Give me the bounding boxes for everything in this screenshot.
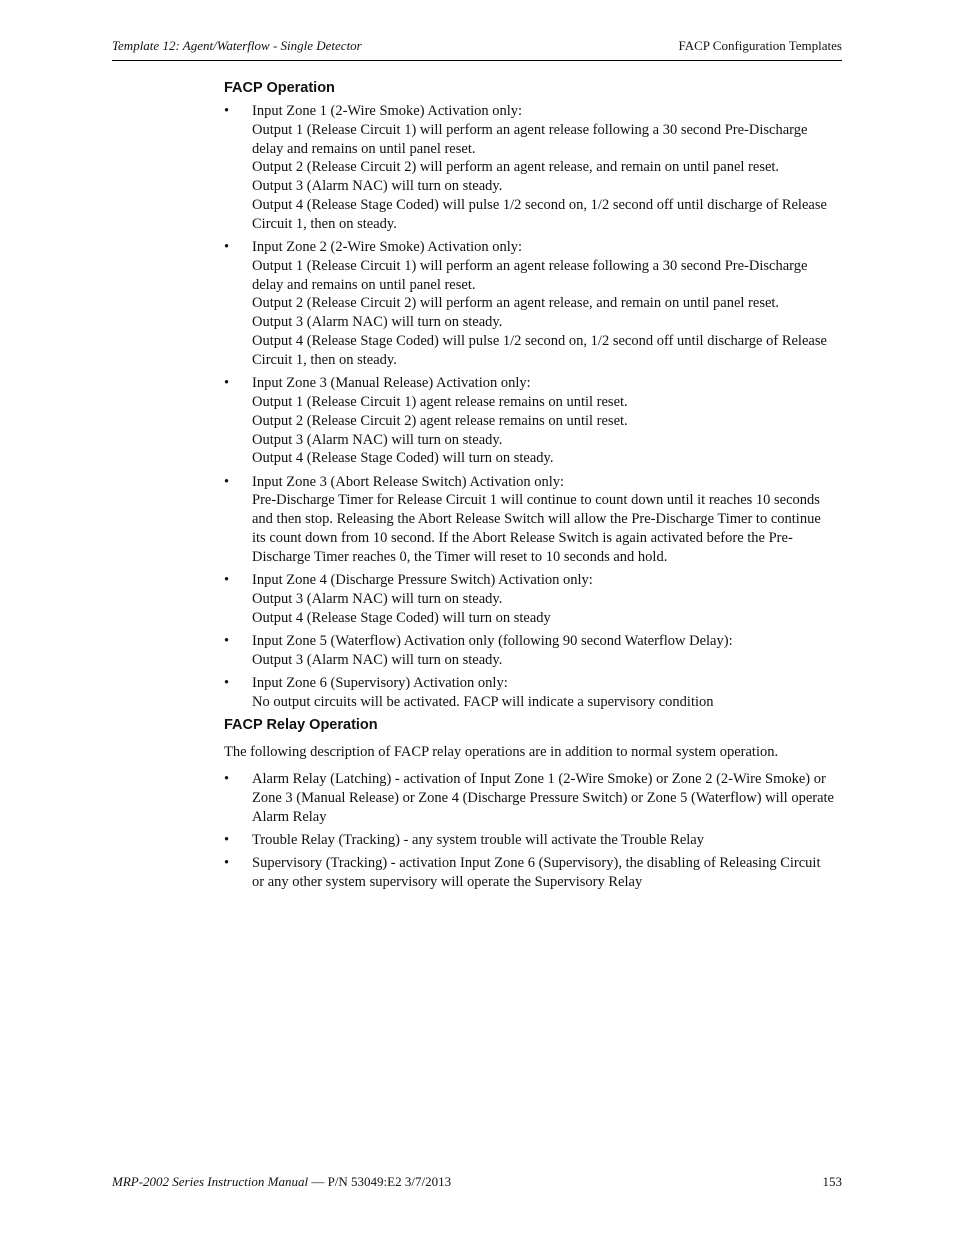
page-footer bbox=[112, 1174, 842, 1194]
operation-list-item bbox=[224, 632, 834, 670]
operation-item-line: No output circuits will be activated. FACP will indicate a supervisory condition bbox=[252, 693, 714, 710]
operation-list-item bbox=[224, 674, 834, 712]
relay-intro-paragraph: The following description of FACP relay operations are in addition to normal system operation. bbox=[224, 744, 779, 761]
operation-list-item bbox=[224, 102, 834, 234]
operation-item-line: Output 2 (Release Circuit 2) will perform an agent release, and remain on until panel reset. bbox=[252, 295, 780, 312]
bullet-icon: • bbox=[224, 239, 230, 256]
operation-list-item bbox=[224, 238, 834, 370]
header-template-title: Template 12: Agent/Waterflow - Single Detector bbox=[112, 38, 362, 53]
bullet-icon: • bbox=[224, 771, 230, 787]
operation-item-title: Input Zone 6 (Supervisory) Activation only: bbox=[252, 675, 508, 692]
page-number: 153 bbox=[822, 1174, 842, 1189]
operation-item-line: Output 4 (Release Stage Coded) will pulse 1/2 second on, 1/2 second off until discharge of Release Circuit 1, then on steady. bbox=[252, 333, 827, 368]
bullet-icon: • bbox=[224, 831, 230, 848]
relay-item-text: Alarm Relay (Latching) - activation of Input Zone 1 (2-Wire Smoke) or Zone 2 (2-Wire Smoke) or Zone 3 (Manual Release) or Zone 4 (Discharge Pressure Switch) or Zone 5 (Waterflow) will operate Alarm Relay bbox=[252, 771, 834, 825]
page-content bbox=[224, 79, 834, 896]
operation-item-title: Input Zone 2 (2-Wire Smoke) Activation only: bbox=[252, 239, 523, 256]
relay-item-text: Supervisory (Tracking) - activation Input Zone 6 (Supervisory), the disabling of Releasing Circuit or any other system supervisory will operate the Supervisory Relay bbox=[252, 855, 821, 890]
relay-item-text: Trouble Relay (Tracking) - any system trouble will activate the Trouble Relay bbox=[252, 831, 704, 848]
bullet-icon: • bbox=[224, 375, 230, 392]
relay-list-item bbox=[224, 770, 834, 826]
bullet-icon: • bbox=[224, 572, 230, 589]
operation-item-line: Output 4 (Release Stage Coded) will turn on steady bbox=[252, 609, 551, 626]
operation-item-title: Input Zone 1 (2-Wire Smoke) Activation only: bbox=[252, 103, 523, 119]
operation-item-line: Output 3 (Alarm NAC) will turn on steady. bbox=[252, 431, 503, 448]
footer-manual-info bbox=[112, 1174, 451, 1190]
operation-item-line: Output 2 (Release Circuit 2) agent release remains on until reset. bbox=[252, 412, 628, 429]
operation-item-line: Output 1 (Release Circuit 1) agent release remains on until reset. bbox=[252, 393, 628, 410]
operation-item-line: Output 2 (Release Circuit 2) will perform an agent release, and remain on until panel reset. bbox=[252, 159, 780, 176]
facp-operation-heading: FACP Operation bbox=[224, 80, 335, 96]
operation-item-title: Input Zone 3 (Manual Release) Activation only: bbox=[252, 375, 531, 392]
operation-item-line: Output 3 (Alarm NAC) will turn on steady. bbox=[252, 314, 503, 331]
bullet-icon: • bbox=[224, 855, 230, 872]
operation-item-line: Output 4 (Release Stage Coded) will pulse 1/2 second on, 1/2 second off until discharge of Release Circuit 1, then on steady. bbox=[252, 196, 827, 232]
operation-item-line: Output 3 (Alarm NAC) will turn on steady. bbox=[252, 590, 503, 607]
operation-list-item bbox=[224, 473, 834, 567]
operation-item-line: Output 1 (Release Circuit 1) will perform an agent release following a 30 second Pre-Discharge delay and remains on until panel reset. bbox=[252, 257, 808, 293]
operation-item-line: Output 1 (Release Circuit 1) will perform an agent release following a 30 second Pre-Discharge delay and remains on until panel reset. bbox=[252, 121, 808, 157]
relay-list-item bbox=[224, 831, 834, 850]
footer-manual-title: MRP-2002 Series Instruction Manual bbox=[112, 1174, 309, 1189]
facp-relay-operation-heading: FACP Relay Operation bbox=[224, 717, 378, 734]
bullet-icon: • bbox=[224, 675, 230, 692]
operation-list-item bbox=[224, 374, 834, 468]
footer-part-number: — P/N 53049:E2 3/7/2013 bbox=[308, 1174, 452, 1189]
operation-item-line: Output 4 (Release Stage Coded) will turn on steady. bbox=[252, 450, 554, 467]
operation-list-item bbox=[224, 571, 834, 627]
page-header bbox=[112, 38, 842, 61]
header-section-title: FACP Configuration Templates bbox=[678, 38, 842, 53]
operation-item-title: Input Zone 5 (Waterflow) Activation only (following 90 second Waterflow Delay): bbox=[252, 633, 733, 650]
operation-item-line: Pre-Discharge Timer for Release Circuit 1 will continue to count down until it reaches 10 seconds and then stop. Releasing the Abort Release Switch will allow the Pre-Discharge Timer to continue its count down from 10 second. If the Abort Release Switch is again activated before the Pre-Discharge Timer reaches 0, the Timer will reset to 10 seconds and hold. bbox=[252, 492, 821, 565]
facp-operation-list bbox=[224, 102, 834, 712]
operation-item-line: Output 3 (Alarm NAC) will turn on steady. bbox=[252, 178, 503, 195]
operation-item-title: Input Zone 4 (Discharge Pressure Switch) Activation only: bbox=[252, 572, 593, 589]
bullet-icon: • bbox=[224, 103, 230, 119]
bullet-icon: • bbox=[224, 633, 230, 650]
bullet-icon: • bbox=[224, 473, 230, 490]
operation-item-line: Output 3 (Alarm NAC) will turn on steady. bbox=[252, 651, 503, 668]
operation-item-title: Input Zone 3 (Abort Release Switch) Activation only: bbox=[252, 473, 565, 490]
relay-list-item bbox=[224, 854, 834, 892]
facp-relay-list bbox=[224, 770, 834, 892]
